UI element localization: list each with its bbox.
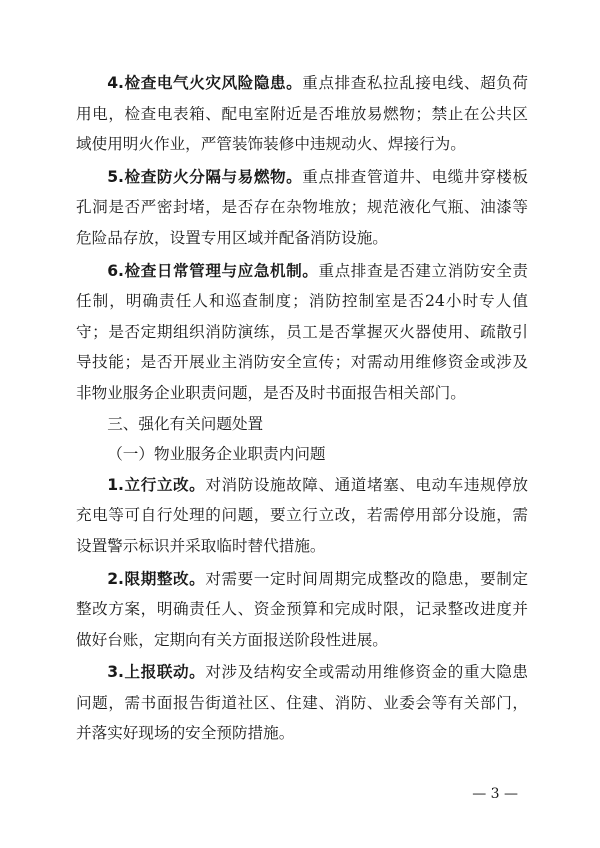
paragraph-report-linkage: [76, 657, 528, 749]
paragraph-lead: 3.上报联动。: [107, 663, 206, 682]
paragraph-body: 对需要一定时间周期完成整改的隐患，要制定整改方案，明确责任人、资金预算和完成时限，记录整改进度并做好台账，定期向有关方面报送阶段性进展。: [76, 569, 528, 649]
paragraph-electrical-fire-check: [76, 68, 528, 160]
document-page: [76, 68, 528, 749]
paragraph-body: 重点排查管道井、电缆井穿楼板孔洞是否严密封堵，是否存在杂物堆放；规范液化气瓶、油漆等危险品存放，设置专用区域并配备消防设施。: [76, 167, 528, 247]
paragraph-lead: 5.检查防火分隔与易燃物。: [107, 167, 303, 186]
paragraph-lead: 2.限期整改。: [107, 569, 206, 588]
paragraph-lead: 6.检查日常管理与应急机制。: [107, 261, 319, 280]
page-number: — 3 —: [472, 786, 518, 802]
paragraph-body: 对消防设施故障、通道堵塞、电动车违规停放充电等可自行处理的问题，要立行立改，若需停用部分设施，需设置警示标识并采取临时替代措施。: [76, 475, 528, 555]
paragraph-daily-management-check: [76, 256, 528, 409]
paragraph-deadline-rectification: [76, 564, 528, 656]
paragraph-body: 重点排查私拉乱接电线、超负荷用电，检查电表箱、配电室附近是否堆放易燃物；禁止在公共区域使用明火作业，严管装饰装修中违规动火、焊接行为。: [76, 74, 528, 154]
paragraph-immediate-rectification: [76, 470, 528, 562]
paragraph-lead: 4.检查电气火灾风险隐患。: [107, 74, 303, 92]
subsection-heading: （一）物业服务企业职责内问题: [107, 445, 326, 464]
paragraph-lead: 1.立行立改。: [107, 475, 206, 494]
paragraph-fire-separation-check: [76, 162, 528, 254]
section-heading: 三、强化有关问题处置: [107, 414, 264, 433]
paragraph-body: 重点排查是否建立消防安全责任制，明确责任人和巡查制度；消防控制室是否24小时专人值守；是否定期组织消防演练，员工是否掌握灭火器使用、疏散引导技能；是否开展业主消防安全宣传；对需动用维修资金或涉及非物业服务企业职责问题，是否及时书面报告相关部门。: [76, 261, 528, 402]
paragraph-body: 对涉及结构安全或需动用维修资金的重大隐患问题，需书面报告街道社区、住建、消防、业委会等有关部门，并落实好现场的安全预防措施。: [76, 663, 528, 743]
